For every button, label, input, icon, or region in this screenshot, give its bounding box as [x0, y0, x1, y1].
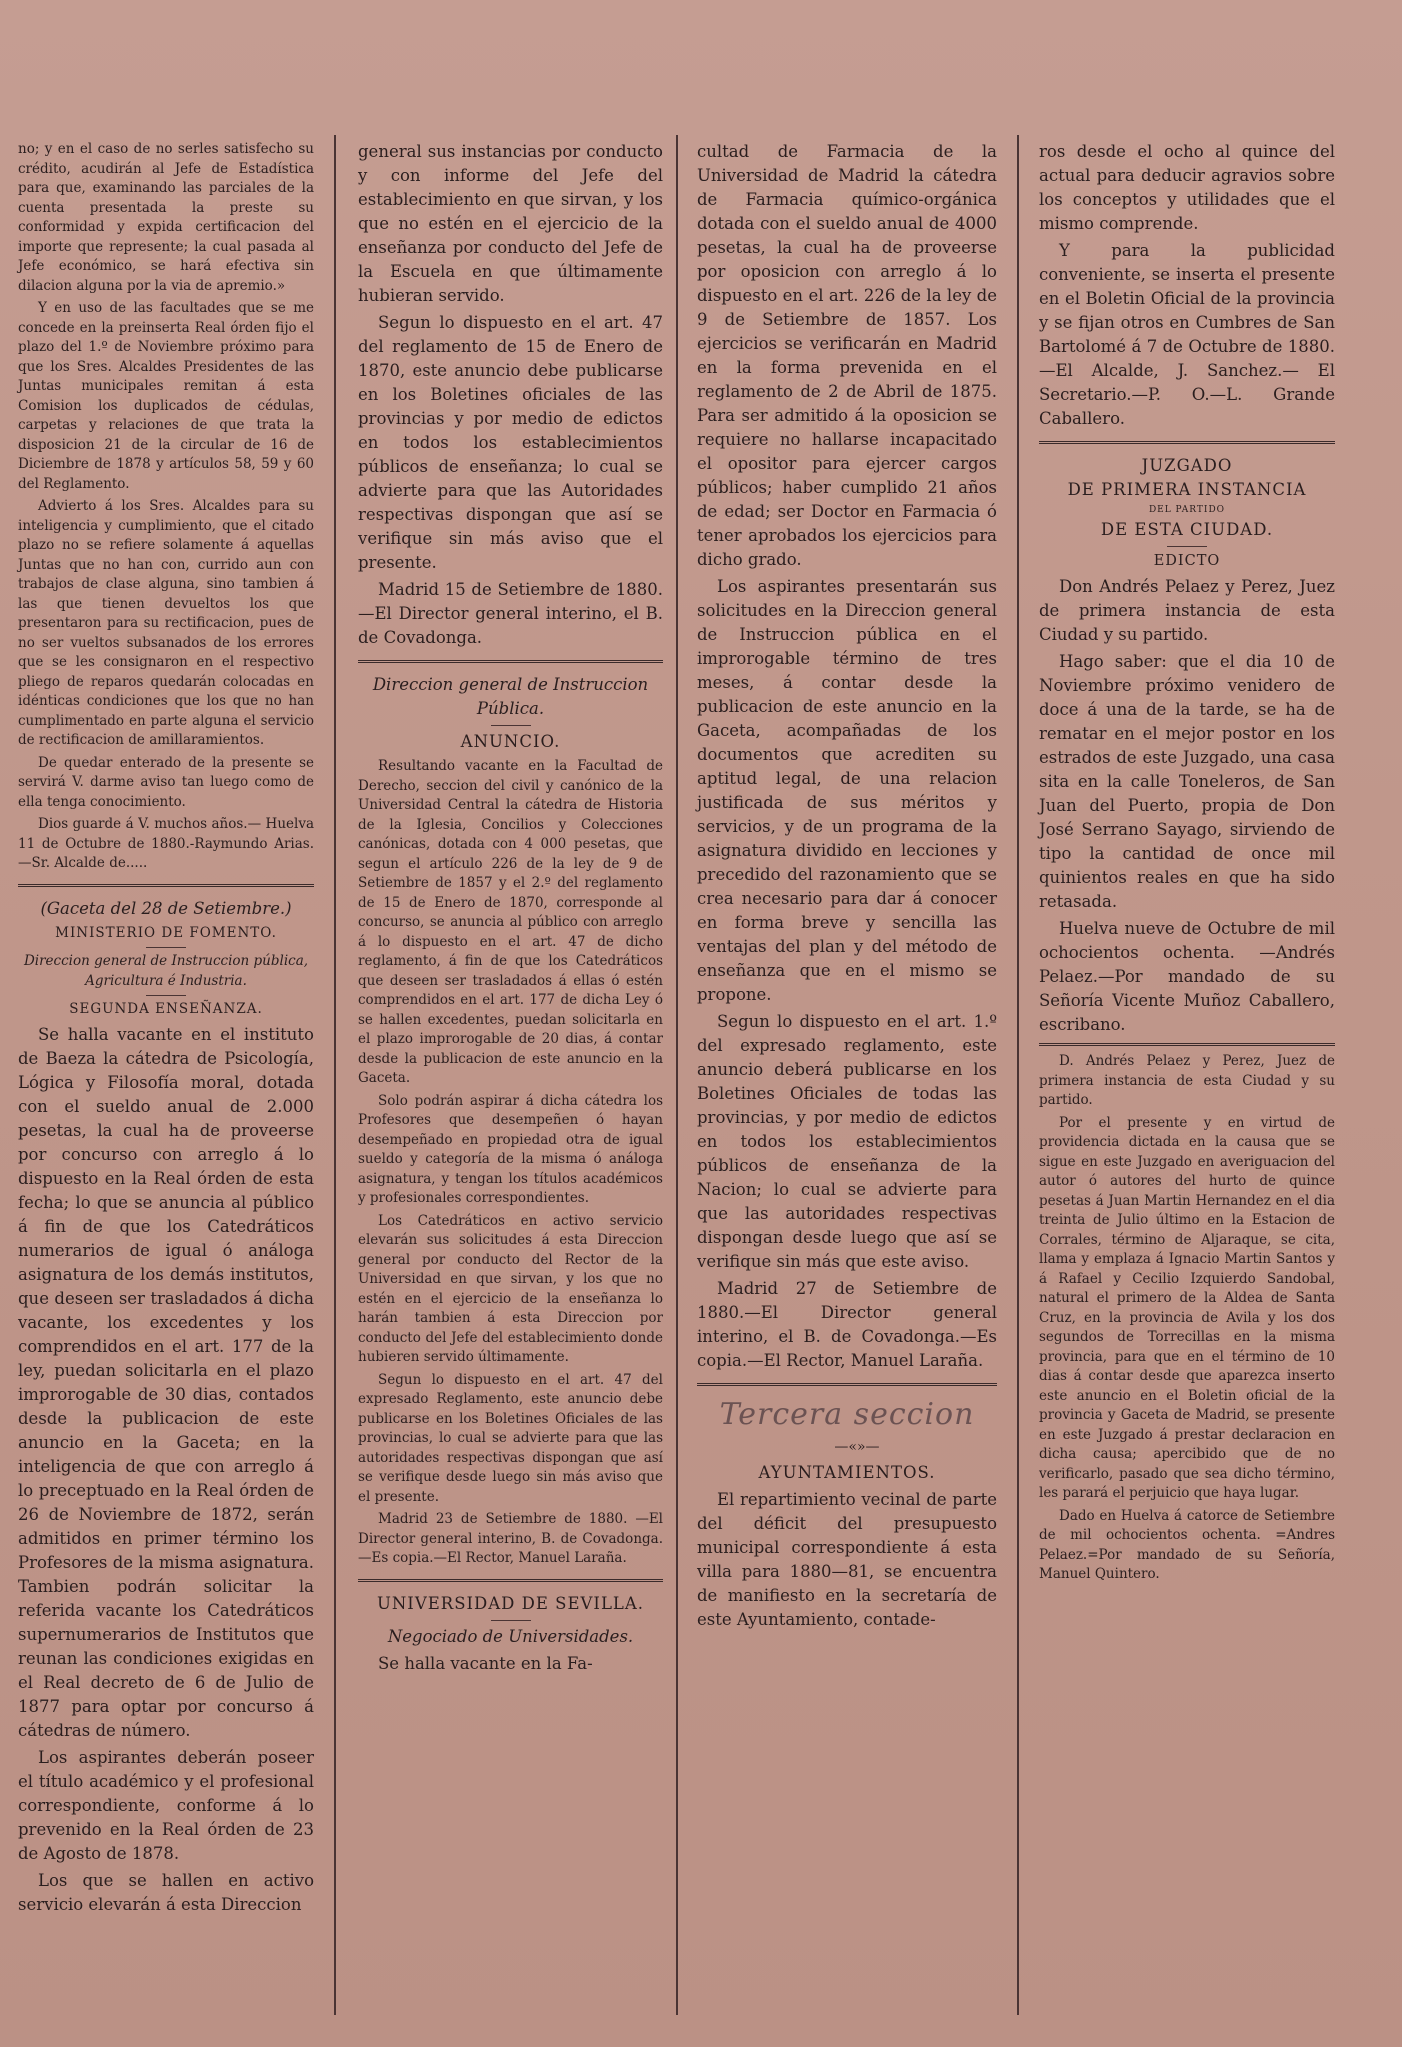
- short-rule: [146, 947, 186, 948]
- ayuntamientos-heading: AYUNTAMIENTOS.: [758, 1463, 936, 1483]
- paragraph: Por el presente y en virtud de providencia dictada en la causa que se sigue en este Juzgado en averiguacion del autor ó autores del hurto de quince pesetas á Juan Martin Hernandez en el dia treinta de Julio último en la Estacion de Corrales, término de Aljaraque, se cita, llama y emplaza á Ignacio Martin Santos y á Rafael y Cecilio Izquierdo Sandobal, natural el primero de la Aldea de Santa Cruz, en la provincia de Avila y los dos segundos de Torrecillas en la misma provincia, para que en el término de 10 dias á contar desde que aparezca inserto este anuncio en el Boletin oficial de la provincia y Gaceta de Madrid, se presente en este Juzgado á prestar declaracion en dicha causa; apercibido que de no verificarlo, pasado que sea dicho término, les parará el perjuicio que haya lugar.: [1039, 1114, 1335, 1502]
- column-rule: [676, 135, 678, 2015]
- paragraph: no; y en el caso de no serles satisfecho su crédito, acudirán al Jefe de Estadística para que, examinando las parciales de la cuenta presentada la preste su conformidad y expida certificacion del importe que represente; la cual pasada al Jefe económico, se hará efectiva sin dilacion alguna por la via de apremio.»: [18, 141, 314, 294]
- paragraph: Solo podrán aspirar á dicha cátedra los Profesores que desempeñen ó hayan desempeñado en propiedad otra de igual sueldo y categoría de la misma ó análoga asignatura, y tengan los títulos académicos y profesionales correspondientes.: [358, 1092, 663, 1206]
- section-divider: [1039, 1043, 1335, 1046]
- paragraph: Advierto á los Sres. Alcaldes para su inteligencia y cumplimiento, que el citado plazo no se refiere solamente á aquellas Juntas que no han con, currido aun con trabajos de clase alguna, sino tambien á las que tienen devueltos los que presentaron para su rectificacion, pues de no ser vueltos subsanados de los errores que se les consignaron en el respectivo pliego de reparos quedarán colocadas en idénticas condiciones que los que no han cumplimentado en parte alguna el servicio de rectificacion de amillaramientos.: [18, 498, 314, 748]
- paragraph: Los Catedráticos en activo servicio elevarán sus solicitudes á esta Direccion general por conducto del Rector de la Universidad en que sirvan, y los que no estén en el ejercicio de la enseñanza lo harán tambien á esta Direccion por conducto del Jefe del establecimiento donde hubieren servido últimamente.: [358, 1212, 663, 1365]
- paragraph: De quedar enterado de la presente se servirá V. darme aviso tan luego como de ella tenga conocimiento.: [18, 754, 314, 810]
- short-rule: [491, 725, 531, 726]
- section-divider: [18, 884, 314, 887]
- column-1: [18, 140, 314, 1920]
- ornament: —«»—: [834, 1439, 880, 1455]
- paragraph: El repartimiento vecinal de parte del déficit del presupuesto municipal correspondiente á esta villa para 1880—81, se encuentra de manifiesto en la secretaría de este Ayuntamiento, contade-: [697, 1490, 997, 1630]
- paragraph: Los aspirantes deberán poseer el título académico y el profesional correspondiente, conforme á lo prevenido en la Real órden de 23 de Agosto de 1878.: [18, 1747, 314, 1863]
- partido-heading: DEL PARTIDO: [1148, 505, 1226, 515]
- section-divider: [1039, 441, 1335, 444]
- edicto-heading: EDICTO: [1153, 553, 1221, 569]
- paragraph: Y para la publicidad conveniente, se inserta el presente en el Boletin Oficial de la provincia y se fijan otros en Cumbres de San Bartolomé á 7 de Octubre de 1880. —El Alcalde, J. Sanchez.— El Secretario.—P. O.—L. Grande Caballero.: [1039, 241, 1335, 428]
- gaceta-heading: (Gaceta del 28 de Setiembre.): [40, 898, 292, 918]
- paragraph: Segun lo dispuesto en el art. 47 del reglamento de 15 de Enero de 1870, este anuncio debe publicarse en los Boletines oficiales de las provincias y por medio de edictos en todos los establecimientos públicos de enseñanza; lo cual se advierte para que las Autoridades respectivas dispongan que así se verifique sin más aviso que el presente.: [358, 313, 663, 572]
- column-2: [358, 140, 663, 1679]
- paragraph: Segun lo dispuesto en el art. 47 del expresado Reglamento, este anuncio debe publicarse en los Boletines Oficiales de las provincias, lo cual se advierte para que las autoridades respectivas dispongan que así se verifique desde luego sin más aviso que el presente.: [358, 1371, 663, 1505]
- paragraph: general sus instancias por conducto y con informe del Jefe del establecimiento en que sirvan, y los que no estén en el ejercicio de la enseñanza por conducto del Jefe de la Escuela en que últimamente hubieran servido.: [358, 142, 663, 305]
- short-rule: [491, 1620, 531, 1621]
- short-rule: [146, 995, 186, 996]
- segunda-heading: SEGUNDA ENSEÑANZA.: [69, 1001, 263, 1017]
- paragraph: D. Andrés Pelaez y Perez, Juez de primera instancia de esta Ciudad y su partido.: [1039, 1053, 1335, 1109]
- section-divider: [358, 1579, 663, 1582]
- paragraph: Hago saber: que el dia 10 de Noviembre próximo venidero de doce á una de la tarde, se ha de rematar en el mejor postor en los estrados de este Juzgado, una casa sita en la calle Toneleros, de San Juan del Puerto, propia de Don José Serrano Sayago, sirviendo de tipo la cantidad de once mil quinientos reales en que ha sido retasada.: [1039, 652, 1335, 912]
- paragraph: Huelva nueve de Octubre de mil ochocientos ochenta. —Andrés Pelaez.—Por mandado de su Señoría Vicente Muñoz Caballero, escribano.: [1039, 919, 1335, 1035]
- section-divider: [358, 660, 663, 663]
- short-rule: [1167, 546, 1207, 547]
- ministerio-heading: MINISTERIO DE FOMENTO.: [55, 924, 277, 941]
- paragraph: Madrid 23 de Setiembre de 1880. —El Director general interino, B. de Covadonga.—Es copia.—El Rector, Manuel Laraña.: [358, 1511, 663, 1566]
- paragraph: Madrid 15 de Setiembre de 1880.—El Director general interino, el B. de Covadonga.: [358, 580, 663, 647]
- ciudad-heading: DE ESTA CIUDAD.: [1100, 520, 1274, 539]
- direccion-heading: Direccion general de Instruccion pública, Agricultura é Industria.: [23, 953, 309, 989]
- paragraph: Los que se hallen en activo servicio elevarán á esta Direccion: [18, 1870, 314, 1914]
- section-divider: [697, 1383, 997, 1386]
- primera-instancia-heading: DE PRIMERA INSTANCIA: [1067, 480, 1307, 499]
- universidad-heading: UNIVERSIDAD DE SEVILLA.: [376, 1593, 645, 1613]
- paragraph: Don Andrés Pelaez y Perez, Juez de primera instancia de esta Ciudad y su partido.: [1039, 577, 1335, 645]
- column-rule: [334, 135, 336, 2015]
- paragraph: Dado en Huelva á catorce de Setiembre de mil ochocientos ochenta. =Andres Pelaez.=Por mandado de su Señoría, Manuel Quintero.: [1039, 1507, 1335, 1583]
- paragraph: Segun lo dispuesto en el art. 1.º del expresado reglamento, este anuncio deberá publicarse en los Boletines Oficiales de todas las provincias, y por medio de edictos en todos los establecimientos públicos de enseñanza de la Nacion; lo cual se advierte para que las autoridades respectivas dispongan desde luego que así se verifique sin más que este aviso.: [697, 1012, 997, 1271]
- column-3: [697, 140, 997, 1635]
- paragraph: Se halla vacante en la Fa-: [378, 1653, 593, 1673]
- paragraph: Los aspirantes presentarán sus solicitudes en la Direccion general de Instruccion pública en el improrogable término de tres meses, á contar desde la publicacion de este anuncio en la Gaceta, acompañadas de los documentos que acrediten su aptitud legal, de una relacion justificada de sus méritos y servicios, y de un programa de la asignatura dividido en lecciones y precedido del razonamiento que se crea necesario para dar á conocer en forma breve y sencilla las ventajas del plan y del método de enseñanza que en el mismo se propone.: [697, 577, 997, 1004]
- direccion-heading: Direccion general de Instruccion Pública.: [372, 675, 649, 718]
- paragraph: ros desde el ocho al quince del actual para deducir agravios sobre los conceptos y utilidades que el mismo comprende.: [1039, 142, 1335, 233]
- column-rule: [1017, 135, 1019, 2015]
- column-4: [1039, 140, 1335, 1588]
- paragraph: Se halla vacante en el instituto de Baeza la cátedra de Psicología, Lógica y Filosofía moral, dotada con el sueldo anual de 2.000 pesetas, la cual ha de proveerse por concurso con arreglo á lo dispuesto en la Real órden de esta fecha; lo que se anuncia al público á fin de que los Catedráticos numerarios de igual ó análoga asignatura de los demás institutos, que deseen ser trasladados á dicha vacante, los excedentes y los comprendidos en el art. 177 de la ley, puedan solicitarla en el plazo improrogable de 30 dias, contados desde la publicacion de este anuncio en la Gaceta; en la inteligencia de que con arreglo á lo preceptuado en la Real órden de 26 de Noviembre de 1872, serán admitidos en primer término los Profesores de la misma asignatura. Tambien podrán solicitar la referida vacante los Catedráticos supernumerarios de Institutos que reunan las condiciones exigidas en el Real decreto de 6 de Julio de 1877 para optar por concurso á cátedras de número.: [18, 1024, 314, 1740]
- anuncio-heading: ANUNCIO.: [460, 732, 561, 751]
- paragraph: Dios guarde á V. muchos años.— Huelva 11 de Octubre de 1880.-Raymundo Arias.—Sr. Alcalde de.....: [18, 816, 314, 871]
- paragraph: cultad de Farmacia de la Universidad de Madrid la cátedra de Farmacia químico-orgánica dotada con el sueldo anual de 4000 pesetas, la cual ha de proveerse por oposicion con arreglo á lo dispuesto en el art. 226 de la ley de 9 de Setiembre de 1857. Los ejercicios se verificarán en Madrid en la forma prevenida en el reglamento de 2 de Abril de 1875. Para ser admitido á la oposicion se requiere no hallarse incapacitado el opositor para ejercer cargos públicos; haber cumplido 21 años de edad; ser Doctor en Farmacia ó tener aprobados los ejercicios para dicho grado.: [697, 142, 997, 569]
- juzgado-heading: JUZGADO: [1141, 456, 1233, 475]
- tercera-seccion-title: Tercera seccion: [719, 1397, 975, 1432]
- negociado-heading: Negociado de Universidades.: [387, 1626, 634, 1646]
- paragraph: Resultando vacante en la Facultad de Derecho, seccion del civil y canónico de la Universidad Central la cátedra de Historia de la Iglesia, Concilios y Colecciones canónicas, dotada con 4 000 pesetas, que segun el artículo 226 de la ley de 9 de Setiembre de 1857 y el 2.º del reglamento de 15 de Enero de 1870, corresponde al concurso, se anuncia al público con arreglo á lo dispuesto en el art. 47 de dicho reglamento, á fin de que los Catedráticos que deseen ser trasladados á ellas ó estén comprendidos en el art. 177 de dicha Ley ó se hallen excedentes, puedan solicitarla en el plazo improrogable de 20 dias, á contar desde la publicacion de este anuncio en la Gaceta.: [358, 758, 663, 1086]
- paragraph: Y en uso de las facultades que se me concede en la preinserta Real órden fijo el plazo del 1.º de Noviembre próximo para que los Sres. Alcaldes Presidentes de las Juntas municipales remitan á esta Comision los duplicados de cédulas, carpetas y relaciones de que trata la disposicion 21 de la circular de 16 de Diciembre de 1878 y artículos 58, 59 y 60 del Reglamento.: [18, 300, 314, 492]
- paragraph: Madrid 27 de Setiembre de 1880.—El Director general interino, el B. de Covadonga.—Es copia.—El Rector, Manuel Laraña.: [697, 1279, 997, 1370]
